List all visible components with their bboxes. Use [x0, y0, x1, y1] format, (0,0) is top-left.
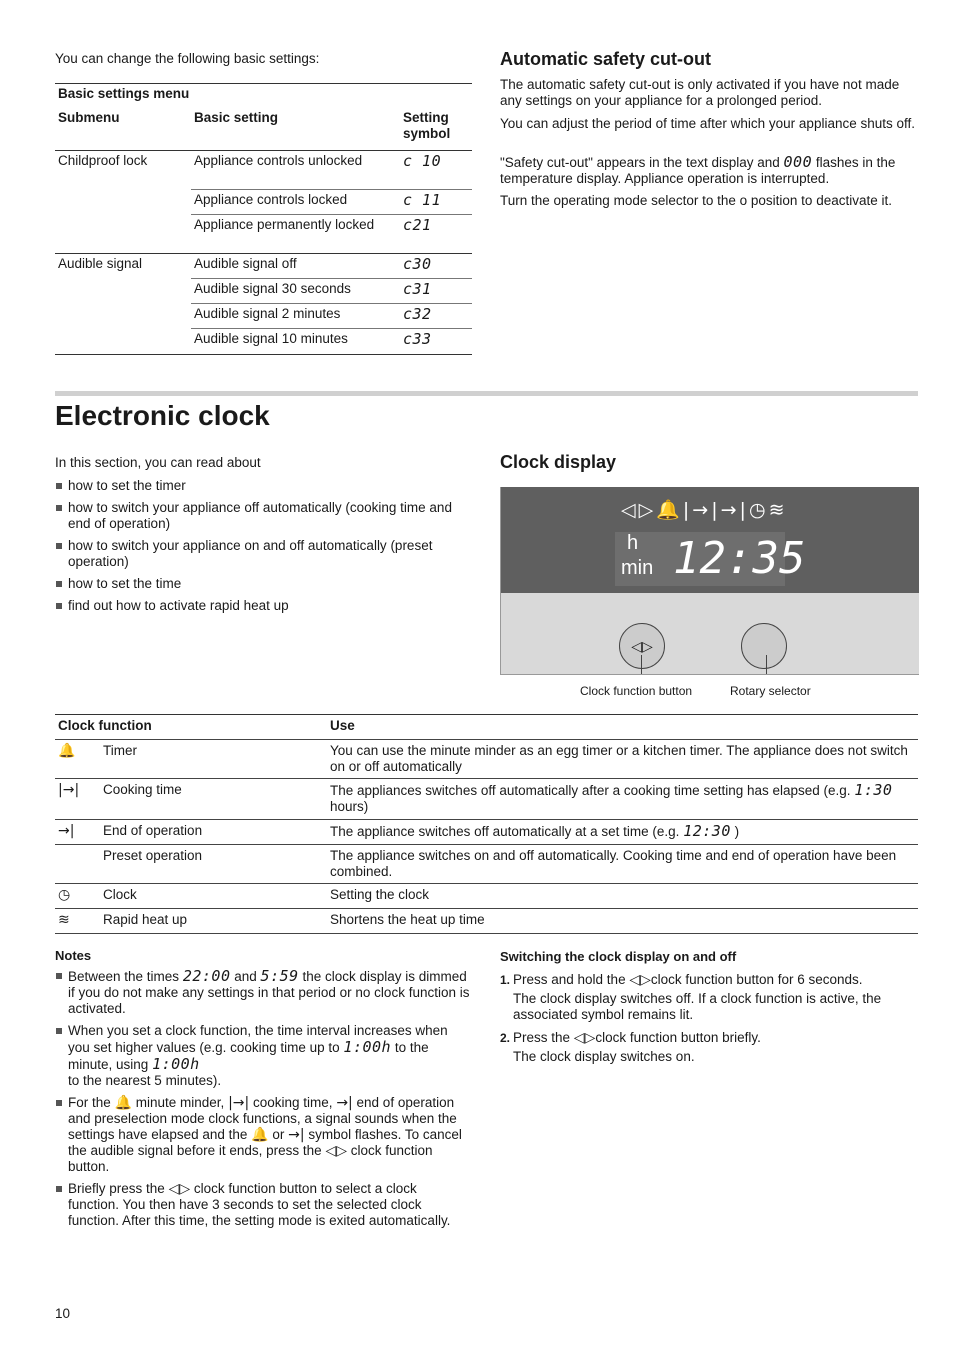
- clock-function-icon: ◁▷: [629, 972, 651, 988]
- setting-symbol: c32: [400, 303, 472, 328]
- col-setting: Basic setting: [194, 110, 279, 125]
- list-item: how to switch your appliance on and off automatically (preset operation): [55, 538, 473, 570]
- label-button: Clock function button: [580, 684, 693, 698]
- unit-min: min: [621, 557, 654, 579]
- clock-icon: ◷: [58, 887, 71, 903]
- step-2: 2. Press the ◁▷clock function button briefly. The clock display switches on.: [500, 1030, 761, 1064]
- setting-label: Audible signal off: [191, 253, 400, 278]
- list-item: how to switch your appliance off automatically (cooking time and end of operation): [55, 500, 473, 532]
- note-item: Briefly press the ◁▷ clock function button to select a clock function. You then have 3 seconds to set the selected clock function. After this time, the setting mode is exited automatically.: [55, 1181, 470, 1229]
- function-name: End of operation: [103, 823, 203, 838]
- end-operation-icon: →|: [288, 1127, 305, 1143]
- function-name: Rapid heat up: [103, 912, 188, 927]
- setting-symbol: c 11: [400, 189, 472, 214]
- end-operation-icon: →|: [58, 823, 75, 839]
- function-use: The appliance switches on and off automatically. Cooking time and end of operation have been combined.: [330, 848, 897, 879]
- clock-intro: In this section, you can read about: [55, 455, 261, 470]
- setting-label: Audible signal 30 seconds: [191, 278, 400, 303]
- bell-icon: 🔔: [251, 1127, 269, 1143]
- safety-p2: You can adjust the period of time after which your appliance shuts off.: [500, 116, 916, 131]
- function-use: Setting the clock: [330, 887, 430, 902]
- steps: [500, 972, 915, 1065]
- setting-symbol: c31: [400, 278, 472, 303]
- step-1: 1. Press and hold the ◁▷clock function button for 6 seconds. The clock display switches off. If a clock function is active, the associated symbol remains lit.: [500, 972, 882, 1022]
- time-display: [615, 532, 806, 586]
- safety-symbol: 000: [783, 153, 813, 171]
- basic-intro: You can change the following basic settings:: [55, 51, 320, 66]
- section-rule: [55, 391, 918, 396]
- col-function: Clock function: [58, 718, 152, 733]
- rapid-heat-icon: ≋: [768, 499, 788, 521]
- rapid-heat-icon: ≋: [58, 912, 70, 928]
- function-use: The appliance switches off automatically at a set time (e.g. 12:30 ): [330, 822, 740, 840]
- switching-title: Switching the clock display on and off: [500, 949, 737, 964]
- rotary-selector[interactable]: [741, 623, 787, 669]
- clock-function-button[interactable]: ◁▷: [619, 623, 665, 669]
- cooking-time-icon: |→|: [58, 782, 80, 798]
- display-title: Clock display: [500, 452, 617, 472]
- empty-icon-cell: [55, 845, 100, 884]
- notes-list: [55, 968, 470, 1235]
- list-item: how to set the time: [55, 576, 473, 592]
- clock-function-table: [55, 714, 918, 934]
- list-item: find out how to activate rapid heat up: [55, 598, 473, 614]
- cooking-time-icon: |→|: [228, 1095, 250, 1111]
- end-operation-icon: →|: [336, 1095, 353, 1111]
- page-number: 10: [55, 1306, 71, 1321]
- setting-symbol: c 10: [400, 150, 472, 189]
- leader-line: [766, 655, 767, 674]
- notes-title: Notes: [55, 948, 92, 963]
- leader-line: [641, 655, 642, 674]
- time-value: 12:35: [673, 533, 806, 584]
- section-title: Electronic clock: [55, 400, 270, 431]
- submenu-childproof: Childproof lock: [55, 150, 191, 253]
- safety-p3: "Safety cut-out" appears in the text display and 000 flashes in the temperature display. Appliance operation is interrupted.: [500, 153, 896, 186]
- bell-icon: 🔔: [58, 743, 76, 759]
- end-operation-icon: →|: [720, 499, 749, 521]
- function-use: The appliances switches off automatically after a cooking time setting has elapsed (e.g. 1:30 hours): [330, 781, 893, 814]
- label-selector: Rotary selector: [730, 684, 811, 698]
- cooking-time-icon: |→|: [682, 499, 721, 521]
- setting-label: Appliance permanently locked: [191, 214, 400, 253]
- setting-symbol: c21: [400, 214, 472, 253]
- basic-settings-table: [55, 108, 472, 355]
- clock-function-icon: ◁▷: [573, 1030, 596, 1046]
- function-use: Shortens the heat up time: [330, 912, 485, 927]
- safety-p4: Turn the operating mode selector to the o position to deactivate it.: [500, 193, 892, 208]
- basic-menu-title: Basic settings menu: [58, 86, 190, 101]
- topic-list: [55, 478, 473, 620]
- safety-p1: The automatic safety cut-out is only activated if you have not made any settings on your appliance for a prolonged period.: [500, 77, 900, 108]
- function-name: Cooking time: [103, 782, 182, 797]
- setting-symbol: c30: [400, 253, 472, 278]
- unit-h: h: [627, 532, 639, 554]
- submenu-audible: Audible signal: [55, 253, 191, 354]
- setting-label: Appliance controls unlocked: [191, 150, 400, 189]
- clock-function-icon: ◁▷: [168, 1181, 191, 1197]
- setting-label: Audible signal 10 minutes: [191, 328, 400, 354]
- list-item: how to set the timer: [55, 478, 473, 494]
- col-symbol: Setting symbol: [403, 110, 451, 141]
- note-item: When you set a clock function, the time interval increases when you set higher values (e.g. cooking time up to 1:00h to the minute, using 1:00h to the nearest 5 minutes).: [55, 1023, 470, 1089]
- function-use: You can use the minute minder as an egg timer or a kitchen timer. The appliance does not switch on or off automatically: [330, 743, 908, 774]
- function-name: Timer: [103, 743, 137, 758]
- note-item: Between the times 22:00 and 5:59 the clock display is dimmed if you do not make any settings in that period or no clock function is activated.: [55, 968, 470, 1017]
- bell-icon: 🔔: [656, 499, 683, 521]
- clock-icon: ◷: [748, 499, 769, 521]
- setting-symbol: c33: [400, 328, 472, 354]
- clock-panel: [500, 487, 919, 675]
- function-name: Clock: [103, 887, 137, 902]
- clock-function-icon: ◁▷: [621, 499, 657, 521]
- note-item: For the 🔔 minute minder, |→| cooking time, →| end of operation and preselection mode clock functions, a signal sounds when the settings have elapsed and the 🔔 or →| symbol flashes. To cancel the audible signal before it ends, press the ◁▷ clock function button.: [55, 1095, 470, 1175]
- symbol-row: [621, 499, 788, 521]
- col-submenu: Submenu: [58, 110, 120, 125]
- col-use: Use: [330, 718, 355, 733]
- bell-icon: 🔔: [114, 1095, 132, 1111]
- divider: [55, 83, 472, 84]
- safety-title: Automatic safety cut-out: [500, 49, 712, 69]
- clock-function-icon: ◁▷: [325, 1143, 347, 1159]
- setting-label: Audible signal 2 minutes: [191, 303, 400, 328]
- function-name: Preset operation: [103, 848, 203, 863]
- setting-label: Appliance controls locked: [191, 189, 400, 214]
